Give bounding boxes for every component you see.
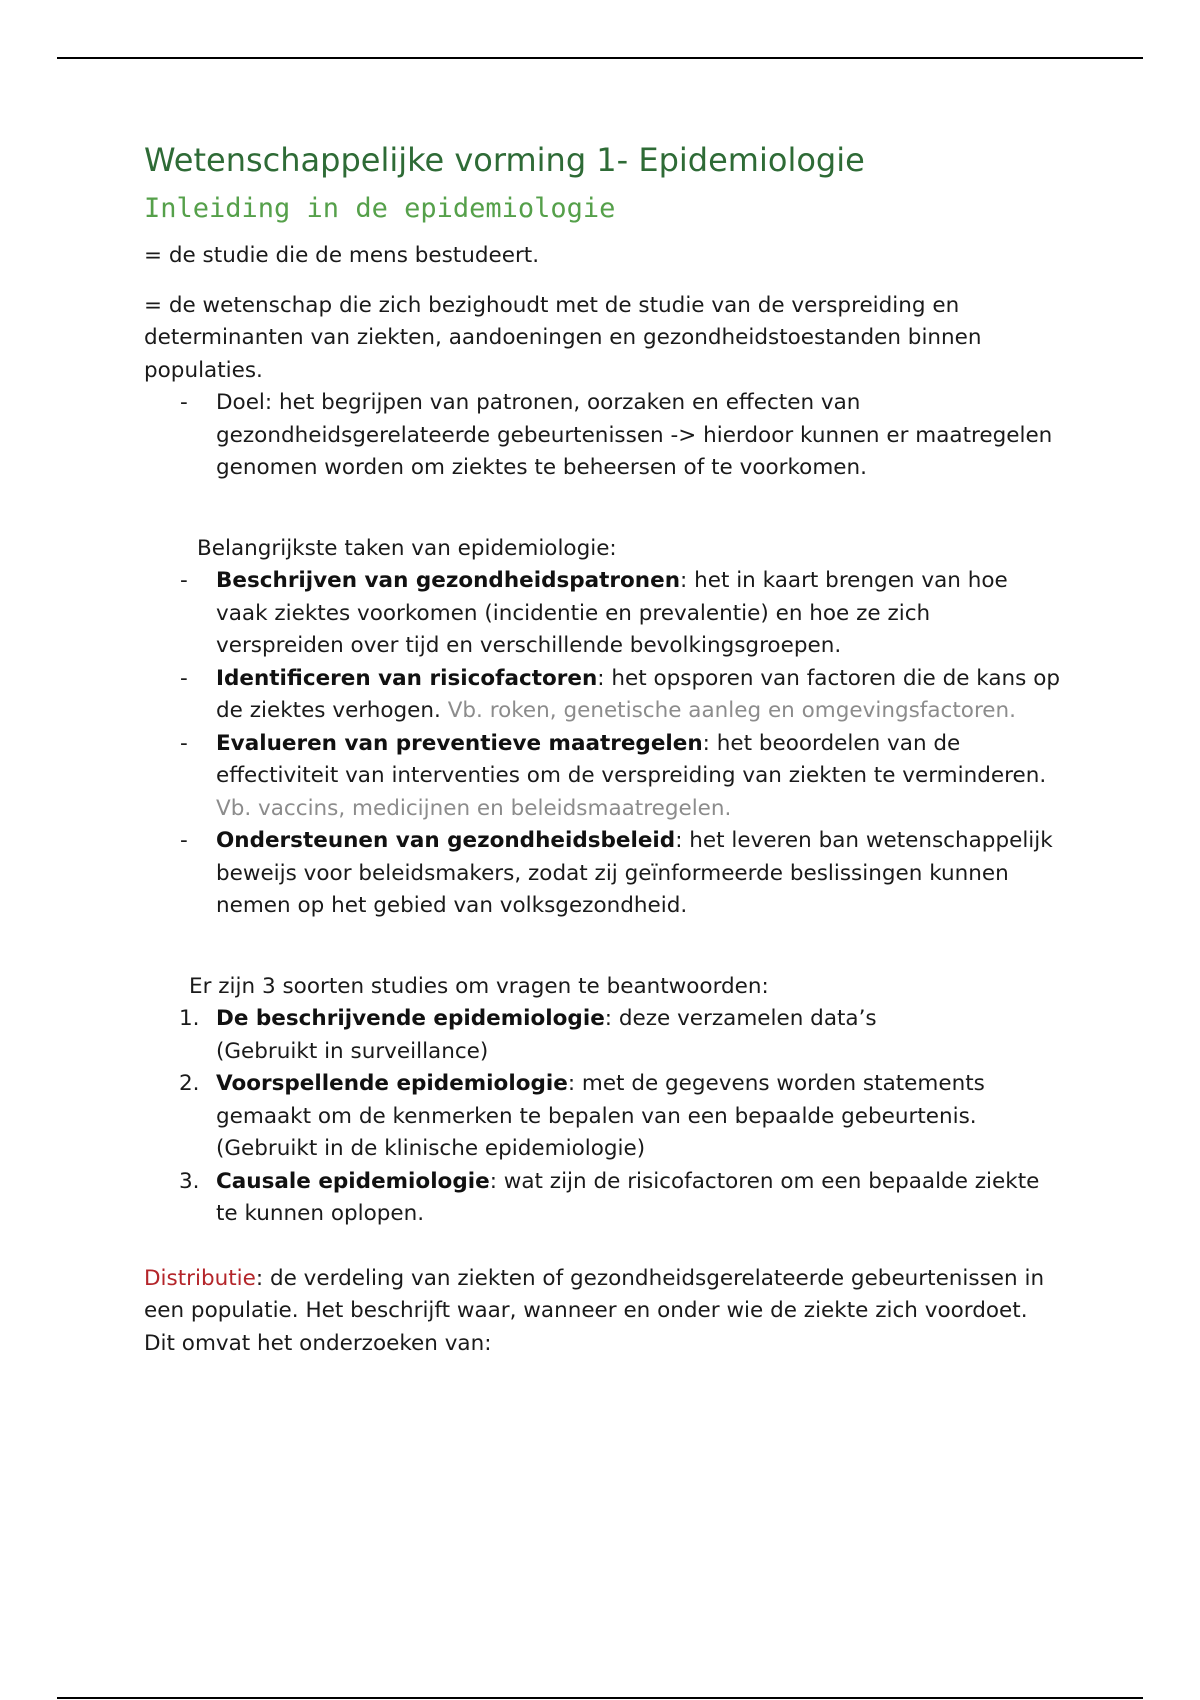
dash-marker: - (180, 568, 188, 593)
definition-1: = de studie die de mens bestudeert. (144, 243, 540, 268)
dash-marker: - (180, 828, 188, 853)
tasks-heading: Belangrijkste taken van epidemiologie: (197, 535, 617, 561)
document-body (144, 140, 1064, 1360)
bottom-rule (57, 1697, 1143, 1699)
distribution-text: : de verdeling van ziekten of gezondheidsgerelateerde gebeurtenissen in een populatie. Het beschrijft waar, wanneer en onder wie de ziekte zich voordoet. Dit omvat het onderzoeken van: (144, 1265, 1045, 1356)
study-term: Causale epidemiologie (216, 1168, 490, 1194)
definition-2: = de wetenschap die zich bezighoudt met de studie van de verspreiding en determinanten van ziekten, aandoeningen en gezondheidstoestanden binnen populaties. (144, 292, 982, 383)
task-term: Identificeren van risicofactoren (216, 665, 598, 691)
page-title: Wetenschappelijke vorming 1- Epidemiologie (144, 141, 865, 179)
distribution-paragraph (144, 1263, 1064, 1361)
goal-text: Doel: het begrijpen van patronen, oorzaken en effecten van gezondheidsgerelateerde gebeurtenissen -> hierdoor kunnen er maatregelen genomen worden om ziektes te beheersen of te voorkomen. (216, 390, 1053, 480)
list-item (144, 1068, 1064, 1166)
dash-marker: - (180, 730, 188, 756)
study-note: (Gebruikt in de klinische epidemiologie) (216, 1136, 646, 1161)
number-marker: 2. (179, 1071, 200, 1096)
task-term: Evalueren van preventieve maatregelen (216, 730, 703, 756)
dash-marker: - (180, 390, 188, 415)
dash-marker: - (180, 665, 188, 691)
list-item (144, 1166, 1064, 1231)
list-item (144, 387, 1064, 485)
number-marker: 1. (179, 1006, 200, 1031)
number-marker: 3. (179, 1168, 200, 1194)
list-item (144, 663, 1064, 728)
studies-heading: Er zijn 3 soorten studies om vragen te beantwoorden: (189, 973, 769, 999)
study-text: : wat zijn de risicofactoren om een bepaalde ziekte te kunnen oplopen. (216, 1168, 1040, 1226)
study-text: : met de gegevens worden statements gemaakt om de kenmerken te bepalen van een bepaalde gebeurtenis. (216, 1071, 985, 1129)
study-note: (Gebruikt in surveillance) (216, 1038, 489, 1064)
list-item (144, 565, 1064, 663)
task-text: : het leveren ban wetenschappelijk beweijs voor beleidsmakers, zodat zij geïnformeerde beslissingen kunnen nemen op het gebied van volksgezondheid. (216, 828, 1053, 918)
task-example: Vb. vaccins, medicijnen en beleidsmaatregelen. (216, 795, 732, 821)
task-term: Ondersteunen van gezondheidsbeleid (216, 828, 676, 853)
section-subtitle: Inleiding in de epidemiologie (144, 193, 616, 224)
studies-list (144, 1003, 1064, 1231)
study-term: Voorspellende epidemiologie (216, 1071, 568, 1096)
task-text: : het opsporen van factoren die de kans op de ziektes verhogen. (216, 665, 1061, 723)
tasks-list (144, 565, 1064, 923)
study-term: De beschrijvende epidemiologie (216, 1006, 605, 1031)
task-text: : het in kaart brengen van hoe vaak ziektes voorkomen (incidentie en prevalentie) en hoe ze zich verspreiden over tijd en verschillende bevolkingsgroepen. (216, 568, 1008, 658)
task-text: : het beoordelen van de effectiviteit van interventies om de verspreiding van ziekten te verminderen. (216, 730, 1047, 788)
list-item (144, 728, 1064, 826)
distribution-term: Distributie (144, 1265, 256, 1291)
list-item (144, 1003, 1064, 1068)
task-example: Vb. roken, genetische aanleg en omgevingsfactoren. (447, 698, 1016, 723)
goal-list (144, 387, 1064, 485)
list-item (144, 825, 1064, 923)
task-term: Beschrijven van gezondheidspatronen (216, 568, 681, 593)
study-text: : deze verzamelen data’s (604, 1006, 877, 1031)
top-rule (57, 57, 1143, 59)
